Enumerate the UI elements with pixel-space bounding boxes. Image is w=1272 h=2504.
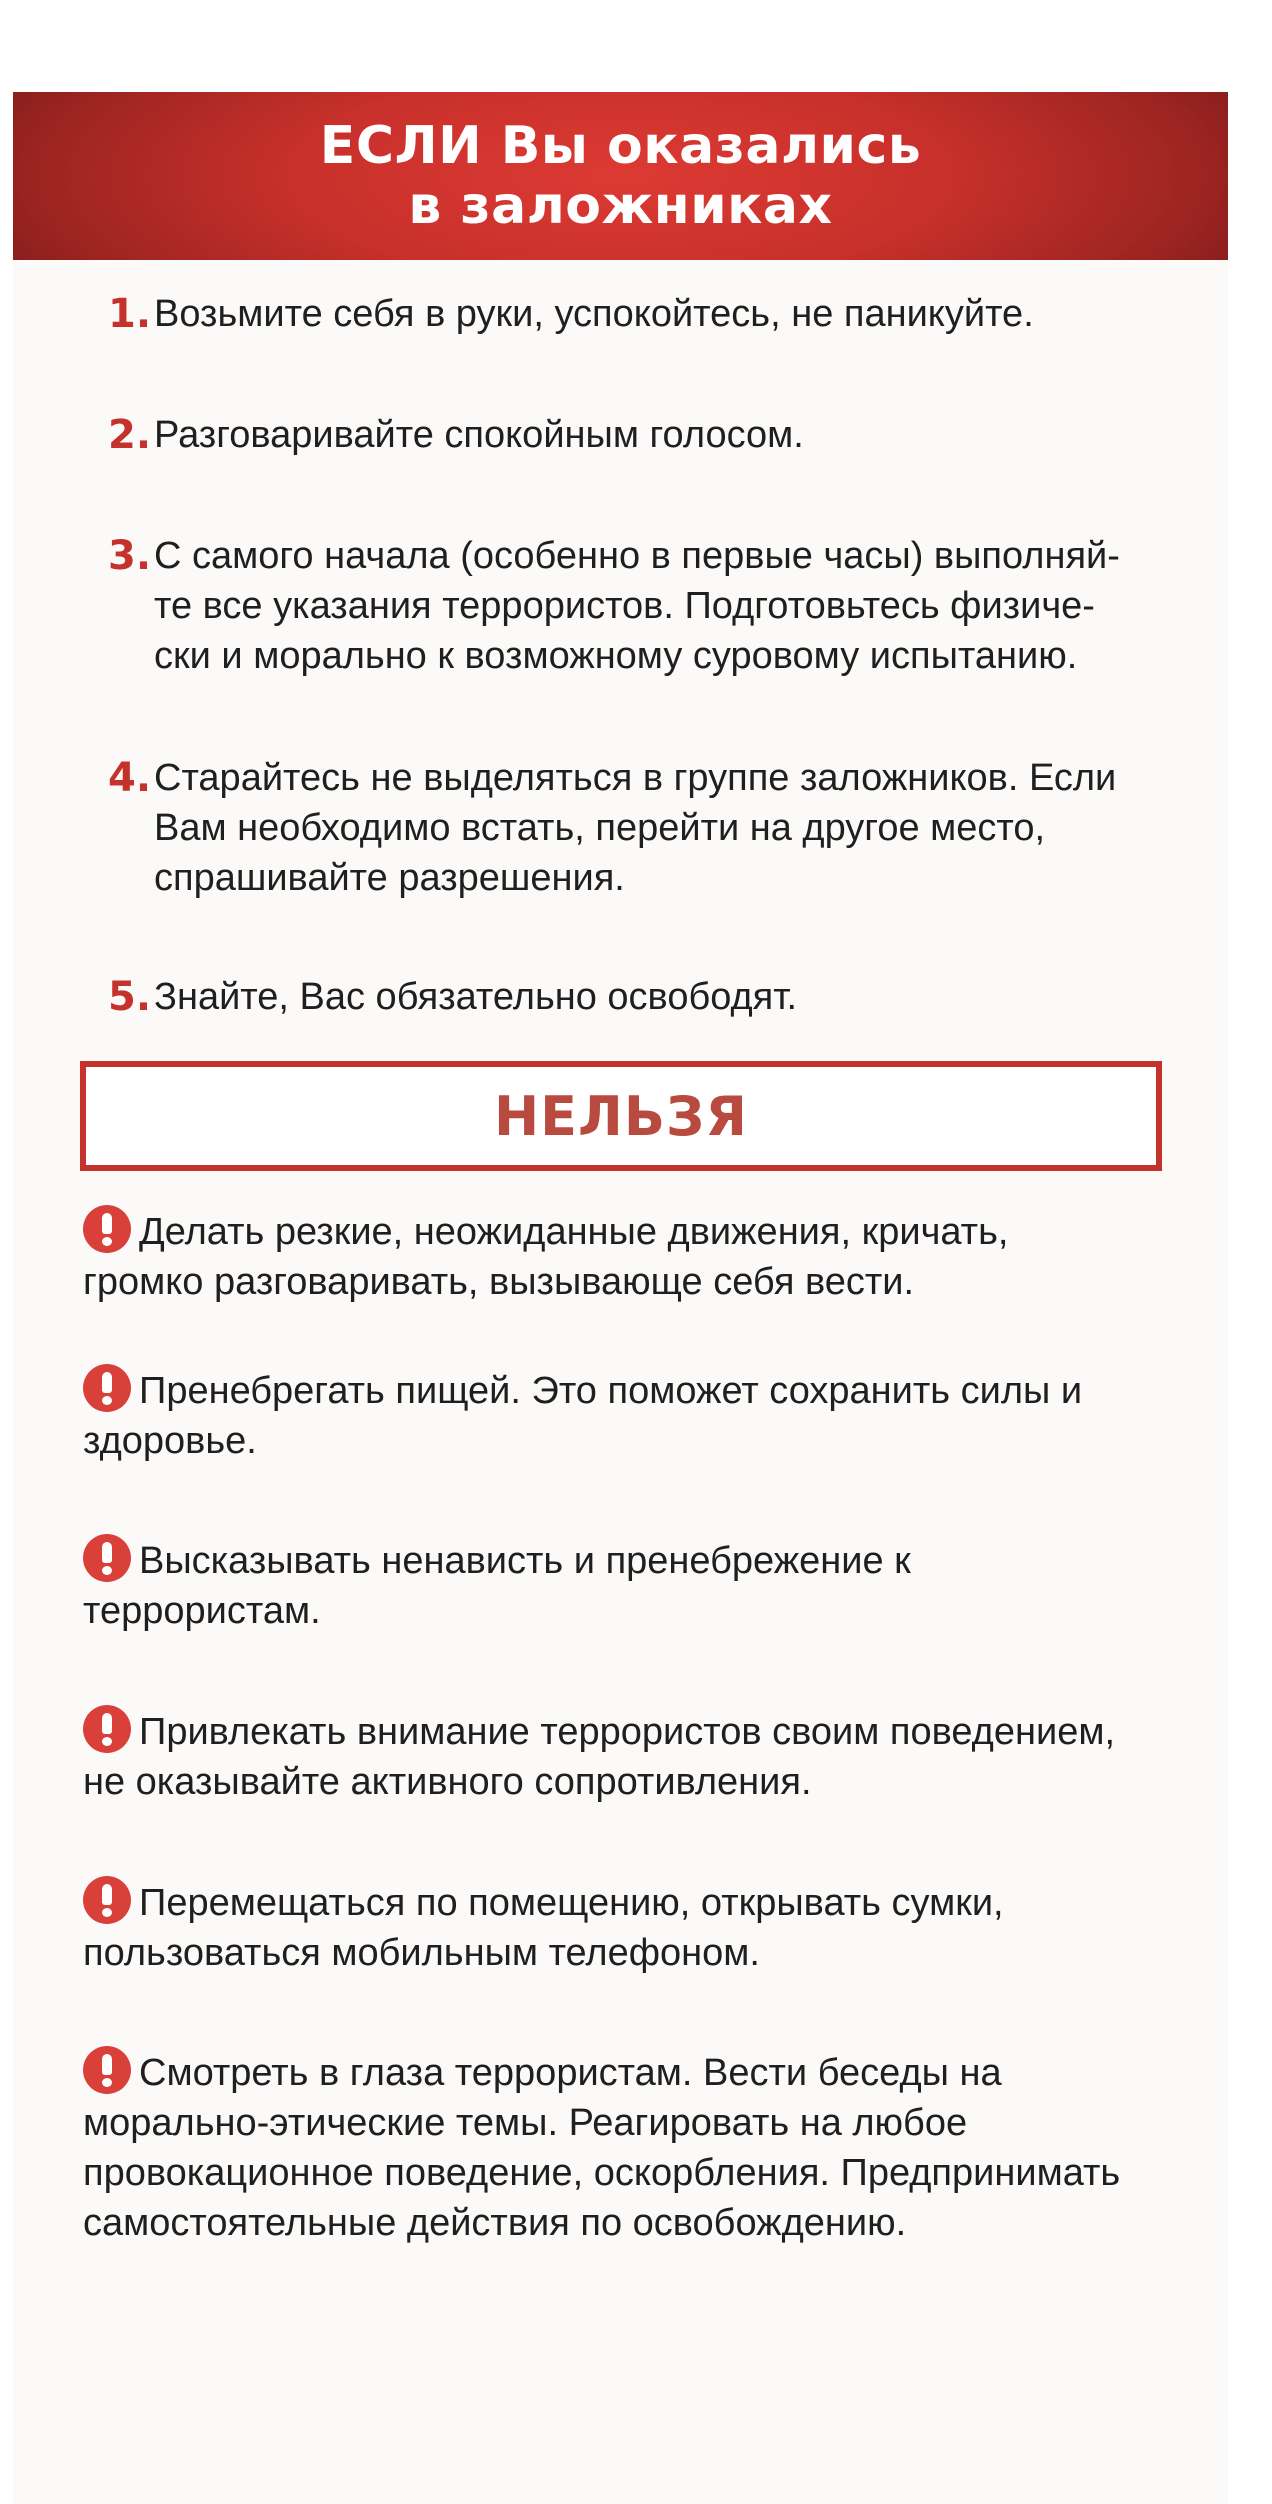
step-text: Знайте, Вас обязательно освободят. xyxy=(154,976,798,1018)
exclamation-icon xyxy=(83,1876,131,1924)
exclamation-icon xyxy=(83,1205,131,1253)
prohibited-banner-label: НЕЛЬЗЯ xyxy=(493,1084,749,1148)
step-text: Возьмите себя в руки, успокойтесь, не паникуйте. xyxy=(154,293,1034,335)
prohibition-item-4 xyxy=(83,1705,1183,1807)
header-banner xyxy=(13,92,1228,260)
header-title-line-2: в заложниках xyxy=(408,176,833,236)
prohibition-line: громко разговаривать, вызывающе себя вести. xyxy=(83,1261,915,1303)
step-item-1 xyxy=(108,289,1168,339)
prohibition-line: здоровье. xyxy=(83,1420,257,1462)
prohibition-item-2 xyxy=(83,1364,1183,1466)
step-item-5 xyxy=(108,972,1168,1022)
prohibition-line: Перемещаться по помещению, открывать сумки, xyxy=(139,1882,1004,1924)
step-number: 4. xyxy=(108,755,152,801)
prohibition-line: Делать резкие, неожиданные движения, кричать, xyxy=(139,1211,1009,1253)
step-text-line: Вам необходимо встать, перейти на другое место, xyxy=(154,807,1046,849)
prohibition-line: не оказывайте активного сопротивления. xyxy=(83,1761,812,1803)
step-item-4 xyxy=(108,753,1168,903)
step-number: 2. xyxy=(108,412,152,458)
step-number: 1. xyxy=(108,291,152,337)
step-text xyxy=(154,753,1168,903)
exclamation-icon xyxy=(83,1534,131,1582)
step-text-line: спрашивайте разрешения. xyxy=(154,857,625,899)
step-text-line: С самого начала (особенно в первые часы) выполняй- xyxy=(154,535,1120,577)
prohibition-line: пользоваться мобильным телефоном. xyxy=(83,1932,760,1974)
prohibition-item-6 xyxy=(83,2046,1183,2248)
prohibition-line: морально-этические темы. Реагировать на любое xyxy=(83,2102,968,2144)
header-title-line-1: ЕСЛИ Вы оказались xyxy=(319,116,922,176)
prohibition-item-1 xyxy=(83,1205,1183,1307)
prohibition-line: террористам. xyxy=(83,1590,321,1632)
step-number: 3. xyxy=(108,533,152,579)
prohibition-item-3 xyxy=(83,1534,1183,1636)
prohibition-line: Высказывать ненависть и пренебрежение к xyxy=(139,1540,911,1582)
prohibition-line: Привлекать внимание террористов своим поведением, xyxy=(139,1711,1116,1753)
step-text-line: Старайтесь не выделяться в группе заложников. Если xyxy=(154,757,1117,799)
step-text-line: те все указания террористов. Подготовьтесь физиче- xyxy=(154,585,1095,627)
exclamation-icon xyxy=(83,2046,131,2094)
step-item-2 xyxy=(108,410,1168,460)
prohibition-item-5 xyxy=(83,1876,1183,1978)
exclamation-icon xyxy=(83,1364,131,1412)
step-text: Разговаривайте спокойным голосом. xyxy=(154,414,804,456)
prohibition-line: самостоятельные действия по освобождению. xyxy=(83,2202,907,2244)
step-item-3 xyxy=(108,531,1168,681)
prohibition-line: провокационное поведение, оскорбления. Предпринимать xyxy=(83,2152,1121,2194)
prohibited-banner xyxy=(80,1061,1162,1171)
prohibition-line: Пренебрегать пищей. Это поможет сохранить силы и xyxy=(139,1370,1083,1412)
exclamation-icon xyxy=(83,1705,131,1753)
step-text xyxy=(154,531,1168,681)
step-text-line: ски и морально к возможному суровому испытанию. xyxy=(154,635,1078,677)
prohibition-line: Смотреть в глаза террористам. Вести беседы на xyxy=(139,2052,1002,2094)
step-number: 5. xyxy=(108,974,152,1020)
leaflet-page xyxy=(13,92,1228,2504)
